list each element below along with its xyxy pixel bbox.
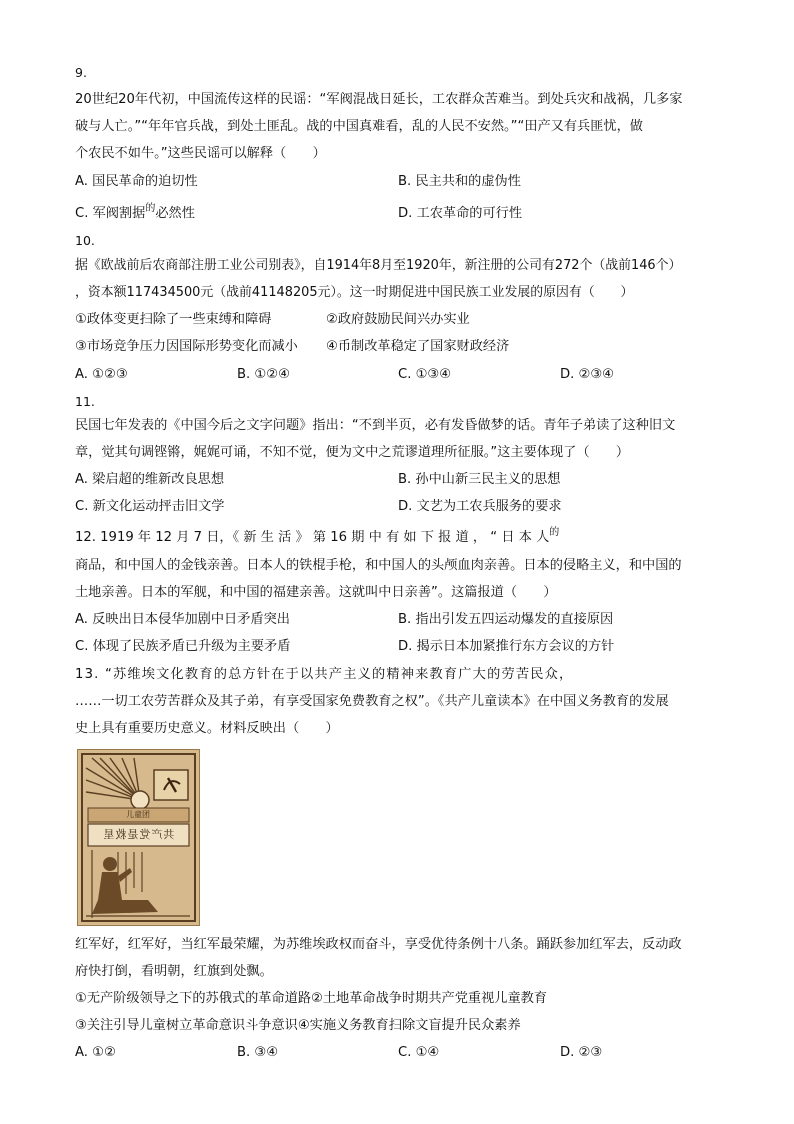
- q13-option-c[interactable]: C. ①④: [398, 1045, 440, 1060]
- q9-option-c-sup: 的: [145, 203, 156, 214]
- q10-item-4: ④币制改革稳定了国家财政经济: [326, 339, 510, 354]
- q10-option-b[interactable]: B. ①②④: [237, 367, 290, 382]
- q12-option-c[interactable]: C. 体现了民族矛盾已升级为主要矛盾: [75, 639, 291, 654]
- q9-option-a[interactable]: A. 国民革命的迫切性: [75, 174, 198, 189]
- q13-poem-line-2: 府快打倒，看明朝，红旗到处飘。: [75, 964, 273, 979]
- q12-line1-sup: 的: [549, 527, 560, 538]
- childrens-reader-woodcut-image: [77, 749, 200, 926]
- q9-option-d[interactable]: D. 工农革命的可行性: [398, 206, 523, 221]
- q11-option-b[interactable]: B. 孙中山新三民主义的思想: [398, 472, 561, 487]
- q9-option-c[interactable]: [75, 204, 195, 225]
- q12-option-b[interactable]: B. 指出引发五四运动爆发的直接原因: [398, 612, 614, 627]
- q13-item-line-1: ①无产阶级领导之下的苏俄式的革命道路②土地革命战争时期共产党重视儿童教育: [75, 991, 548, 1006]
- q12-stem-line-3: 土地亲善。日本的军舰，和中国的福建亲善。这就叫中日亲善”。这篇报道（ ）: [75, 585, 557, 600]
- q12-stem-line-2: 商品，和中国人的金钱亲善。日本人的铁棍手枪，和中国人的头颅血肉亲善。日本的侵略主义，和中国的: [75, 558, 682, 573]
- q10-stem-line-1: 据《欧战前后农商部注册工业公司别表》，自1914年8月至1920年，新注册的公司有272个（战前146个）: [75, 258, 682, 273]
- q10-option-d[interactable]: D. ②③④: [560, 367, 615, 382]
- q13-option-d[interactable]: D. ②③: [560, 1045, 603, 1060]
- q11-stem-line-1: 民国七年发表的《中国今后之文字问题》指出：“不到半页，必有发昏做梦的话。青年子弟读了这种旧文: [75, 418, 676, 433]
- q12-stem-line-1: [75, 528, 725, 549]
- q10-item-3: ③市场竞争压力因国际形势变化而减小: [75, 339, 298, 354]
- q9-option-c-pre: C. 军阀割据: [75, 206, 146, 221]
- q13-stem-line-2: ……一切工农劳苦群众及其子弟，有享受国家免费教育之权”。《共产儿童读本》在中国义务教育的发展: [75, 694, 669, 709]
- q11-option-c[interactable]: C. 新文化运动抨击旧文学: [75, 499, 225, 514]
- q13-item-line-2: ③关注引导儿童树立革命意识斗争意识④实施义务教育扫除文盲提升民众素养: [75, 1018, 521, 1033]
- q11-number: 11.: [75, 394, 95, 409]
- q11-option-d[interactable]: D. 文艺为工农兵服务的要求: [398, 499, 562, 514]
- q13-option-b[interactable]: B. ③④: [237, 1045, 279, 1060]
- q9-option-c-post: 必然性: [155, 206, 195, 221]
- q13-poem-line-1: 红军好，红军好，当红军最荣耀，为苏维埃政权而奋斗，享受优待条例十八条。踊跃参加红军去，反动政: [75, 937, 682, 952]
- q9-stem-line-2: 破与人亡。”“年年官兵战，到处土匪乱。战的中国真难看，乱的人民不安然。”“田产又有兵匪忧，做: [75, 119, 643, 134]
- q10-stem-line-2: ，资本额117434500元（战前41148205元）。这一时期促进中国民族工业发展的原因有（ ）: [75, 285, 634, 300]
- q12-option-d[interactable]: D. 揭示日本加紧推行东方会议的方针: [398, 639, 615, 654]
- q12-line1-text: 12. 1919 年 12 月 7 日，《 新 生 活 》 第 16 期 中 有 如 下 报 道 ， “ 日 本 人: [75, 530, 550, 545]
- q13-option-a[interactable]: A. ①②: [75, 1045, 116, 1060]
- q9-stem-line-1: 20世纪20年代初，中国流传这样的民谣：“军阀混战日延长，工农群众苦难当。到处兵灾和战祸，几多家: [75, 92, 683, 107]
- q13-stem-line-3: 史上具有重要历史意义。材料反映出（ ）: [75, 721, 339, 736]
- q10-item-1: ①政体变更扫除了一些束缚和障碍: [75, 312, 272, 327]
- q12-option-a[interactable]: A. 反映出日本侵华加剧中日矛盾突出: [75, 612, 290, 627]
- q11-stem-line-2: 章，觉其句调铿锵，娓娓可诵，不知不觉，便为文中之荒谬道理所征服。”这主要体现了（ ）: [75, 445, 630, 460]
- q9-stem-line-3: 个农民不如牛。”这些民谣可以解释（ ）: [75, 146, 326, 161]
- sun-icon: [131, 791, 149, 809]
- woodcut-banner-text: 共产党是救星: [102, 828, 175, 841]
- q10-number: 10.: [75, 233, 95, 248]
- q10-option-a[interactable]: A. ①②③: [75, 367, 128, 382]
- q9-option-b[interactable]: B. 民主共和的虚伪性: [398, 174, 521, 189]
- q10-item-2: ②政府鼓励民间兴办实业: [326, 312, 470, 327]
- q13-stem-line-1: 13. “苏维埃文化教育的总方针在于以共产主义的精神来教育广大的劳苦民众，: [75, 667, 574, 682]
- q9-number: 9.: [75, 65, 87, 80]
- q11-option-a[interactable]: A. 梁启超的维新改良思想: [75, 472, 225, 487]
- woodcut-caption-text: 儿童团: [126, 810, 150, 819]
- q10-option-c[interactable]: C. ①③④: [398, 367, 452, 382]
